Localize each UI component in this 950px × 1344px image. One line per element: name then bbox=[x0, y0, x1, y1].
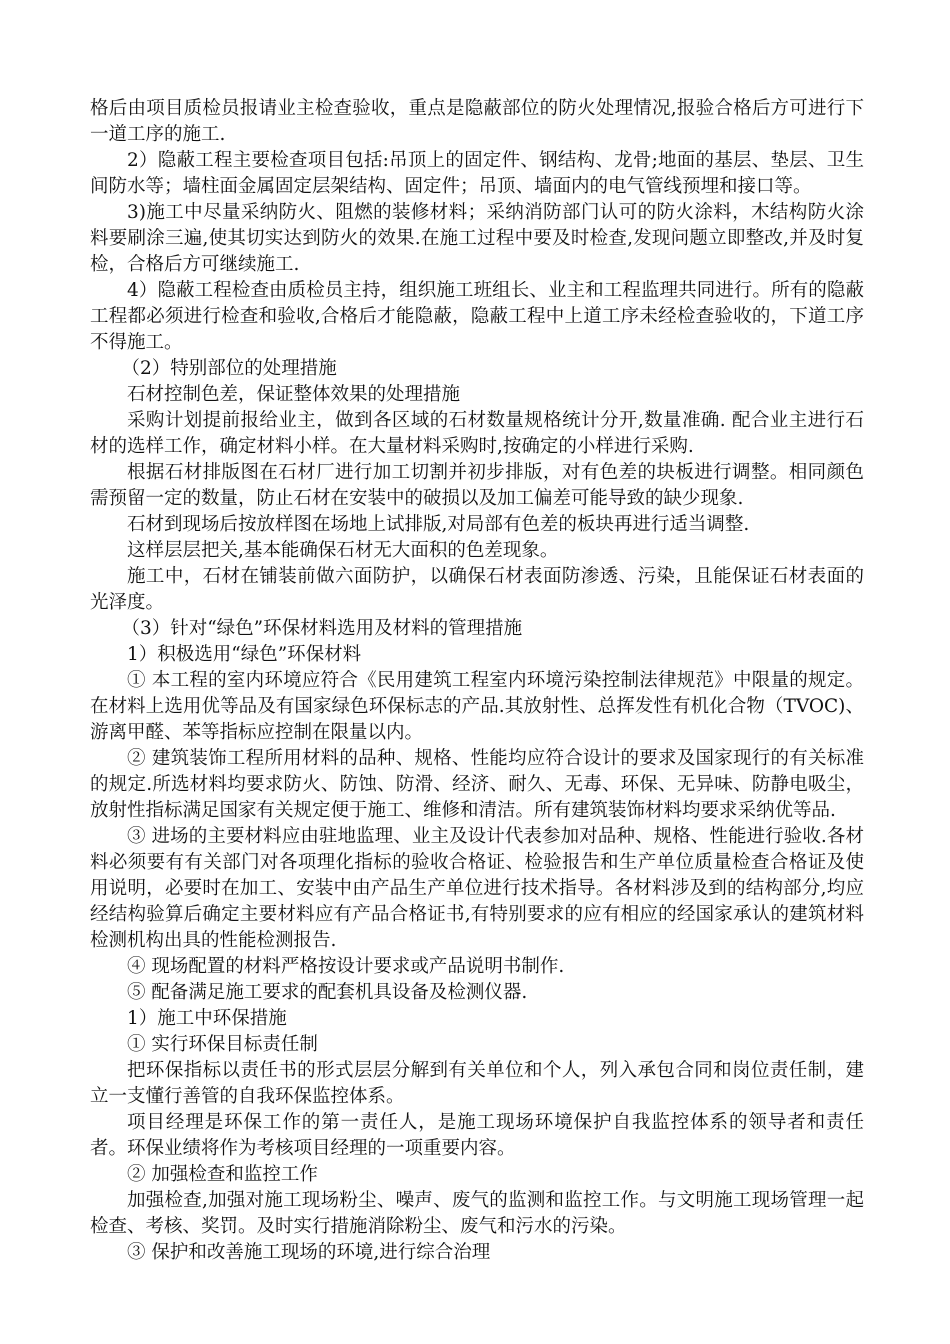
paragraph-procurement-plan: 采购计划提前报给业主，做到各区域的石材数量规格统计分开,数量准确. 配合业主进行石材的选样工作，确定材料小样。在大量材料采购时,按确定的小样进行采购. bbox=[90, 410, 864, 457]
section-heading-green-materials: （3）针对“绿色”环保材料选用及材料的管理措施 bbox=[121, 618, 523, 639]
paragraph-six-side-protection: 施工中，石材在铺装前做六面防护，以确保石材表面防渗透、污染，且能保证石材表面的光泽度。 bbox=[90, 566, 864, 613]
paragraph-stone-layout: 根据石材排版图在石材厂进行加工切割并初步排版，对有色差的块板进行调整。相同颜色需预留一定的数量，防止石材在安装中的破损以及加工偏差可能导致的缺少现象. bbox=[90, 462, 864, 509]
paragraph-monitoring-detail: 加强检查,加强对施工现场粉尘、噪声、废气的监测和监控工作。与文明施工现场管理一起检查、考核、奖罚。及时实行措施消除粉尘、废气和污水的污染。 bbox=[90, 1190, 864, 1237]
document-page bbox=[90, 96, 864, 1266]
subheading-stone-color: 石材控制色差，保证整体效果的处理措施 bbox=[127, 384, 461, 405]
list-item-responsibility: ① 实行环保目标责任制 bbox=[127, 1034, 318, 1055]
paragraph-stone-onsite: 石材到现场后按放样图在场地上试排版,对局部有色差的板块再进行适当调整. bbox=[127, 514, 750, 535]
list-item-monitoring: ② 加强检查和监控工作 bbox=[127, 1164, 318, 1185]
paragraph-concealed-inspection-host: 4）隐蔽工程检查由质检员主持，组织施工班组长、业主和工程监理共同进行。所有的隐蔽工程都必须进行检查和验收,合格后才能隐蔽，隐蔽工程中上道工序未经检查验收的，下道工序不得施工。 bbox=[90, 280, 864, 353]
list-item-protect-environment: ③ 保护和改善施工现场的环境,进行综合治理 bbox=[127, 1242, 491, 1263]
list-item-2: ② 建筑装饰工程所用材料的品种、规格、性能均应符合设计的要求及国家现行的有关标准的规定.所选材料均要求防火、防蚀、防滑、经济、耐久、无毒、环保、无异味、防静电吸尘，放射性指标满足国家有关规定便于施工、维修和清洁。所有建筑装饰材料均要求采纳优等品. bbox=[90, 748, 864, 821]
list-item-3: ③ 进场的主要材料应由驻地监理、业主及设计代表参加对品种、规格、性能进行验收.各材料必须要有有关部门对各项理化指标的验收合格证、检验报告和生产单位质量检查合格证及使用说明，必要时在加工、安装中由产品生产单位进行技术指导。各材料涉及到的结构部分,均应经结构验算后确定主要材料应有产品合格证书,有特别要求的应有相应的经国家承认的建筑材料检测机构出具的性能检测报告. bbox=[90, 826, 864, 951]
list-item-5: ⑤ 配备满足施工要求的配套机具设备及检测仪器. bbox=[127, 982, 528, 1003]
paragraph-layered-check: 这样层层把关,基本能确保石材无大面积的色差现象。 bbox=[127, 540, 559, 561]
subheading-choose-green: 1）积极选用“绿色”环保材料 bbox=[127, 644, 362, 665]
section-heading-special-parts: （2）特别部位的处理措施 bbox=[121, 358, 337, 379]
paragraph-env-targets: 把环保指标以责任书的形式层层分解到有关单位和个人，列入承包合同和岗位责任制，建立一支懂行善管的自我环保监控体系。 bbox=[90, 1060, 864, 1107]
list-item-4: ④ 现场配置的材料严格按设计要求或产品说明书制作. bbox=[127, 956, 565, 977]
subheading-env-measures: 1）施工中环保措施 bbox=[127, 1008, 287, 1029]
paragraph-continuation: 格后由项目质检员报请业主检查验收，重点是隐蔽部位的防火处理情况,报验合格后方可进行下一道工序的施工. bbox=[90, 98, 864, 145]
paragraph-fireproof-materials: 3)施工中尽量采纳防火、阻燃的装修材料；采纳消防部门认可的防火涂料，木结构防火涂料要刷涂三遍,使其切实达到防火的效果.在施工过程中要及时检查,发现问题立即整改,并及时复检，合格后方可继续施工. bbox=[90, 202, 864, 275]
paragraph-concealed-inspection-items: 2）隐蔽工程主要检查项目包括:吊顶上的固定件、钢结构、龙骨;地面的基层、垫层、卫生间防水等；墙柱面金属固定层架结构、固定件；吊顶、墙面内的电气管线预埋和接口等。 bbox=[90, 150, 864, 197]
list-item-1: ① 本工程的室内环境应符合《民用建筑工程室内环境污染控制法律规范》中限量的规定。在材料上选用优等品及有国家绿色环保标志的产品.其放射性、总挥发性有机化合物（TVOC)、游离甲醛、苯等指标应控制在限量以内。 bbox=[90, 670, 864, 743]
paragraph-project-manager: 项目经理是环保工作的第一责任人，是施工现场环境保护自我监控体系的领导者和责任者。环保业绩将作为考核项目经理的一项重要内容。 bbox=[90, 1112, 864, 1159]
